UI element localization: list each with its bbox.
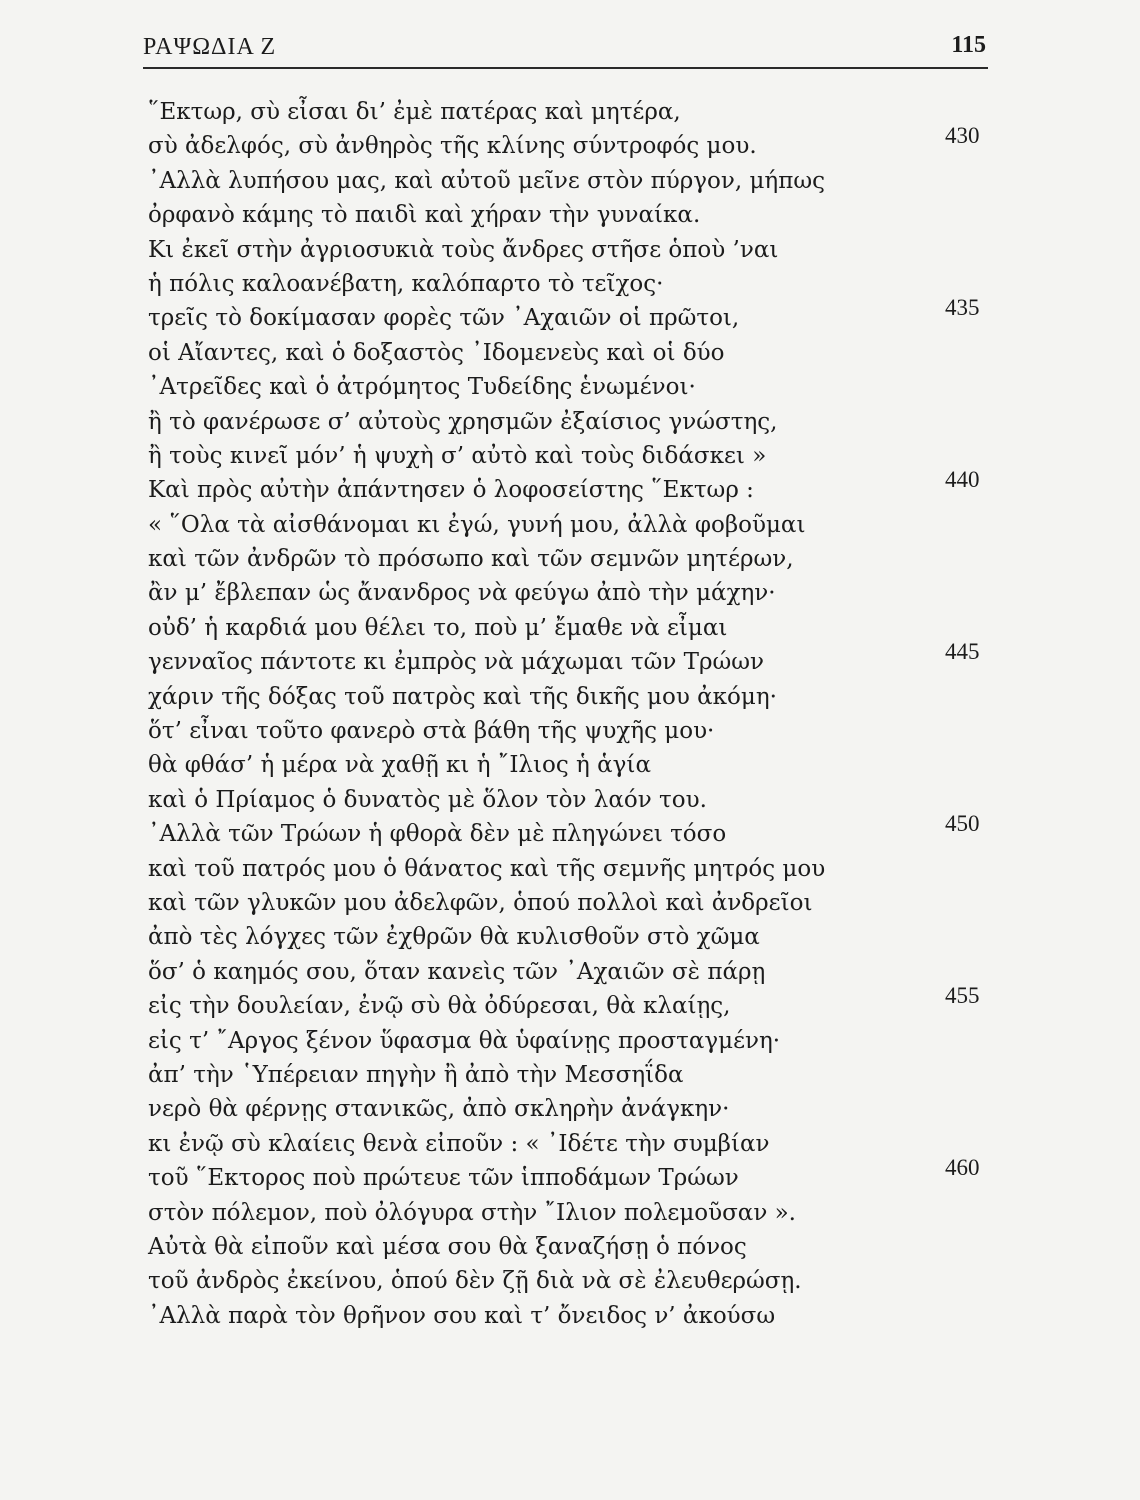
verse-text: οἱ Αἴαντες, καὶ ὁ δοξαστὸς ᾿Ιδομενεὺς καὶ οἱ δύο — [148, 339, 725, 366]
verse-text: τοῦ ῞Εκτορος ποὺ πρώτευε τῶν ἱπποδάμων Τρώων — [148, 1165, 739, 1192]
verse-line-number: 450 — [945, 811, 980, 837]
running-title: ΡΑΨΩΔΙΑ Ζ — [143, 34, 277, 60]
verse-line — [148, 439, 998, 473]
verse-text: σὺ ἀδελφός, σὺ ἀνθηρὸς τῆς κλίνης σύντροφός μου. — [148, 133, 757, 160]
verse-text: ἀπὸ τὲς λόγχες τῶν ἐχθρῶν θὰ κυλισθοῦν στὸ χῶμα — [148, 924, 760, 951]
verse-line-number: 455 — [945, 983, 980, 1009]
verse-line — [148, 508, 998, 542]
verse-line — [148, 1058, 998, 1092]
verse-line — [148, 639, 998, 679]
verse-line — [148, 336, 998, 370]
verse-text: ἂν μ’ ἔβλεπαν ὡς ἄνανδρος νὰ φεύγω ἀπὸ τὴν μάχην· — [148, 580, 776, 607]
verse-line — [148, 811, 998, 851]
verse-line — [148, 1196, 998, 1230]
verse-line — [148, 267, 998, 301]
verse-text: καὶ τῶν γλυκῶν μου ἀδελφῶν, ὁπού πολλοὶ καὶ ἀνδρεῖοι — [148, 889, 813, 916]
verse-line — [148, 920, 998, 954]
verse-text: χάριν τῆς δόξας τοῦ πατρὸς καὶ τῆς δικῆς μου ἀκόμη· — [148, 683, 777, 710]
verse-line — [148, 1230, 998, 1264]
verse-line — [148, 955, 998, 989]
verse-text: ὅσ’ ὁ καημός σου, ὅταν κανεὶς τῶν ᾿Αχαιῶν σὲ πάρῃ — [148, 958, 766, 985]
verse-text: καὶ τῶν ἀνδρῶν τὸ πρόσωπο καὶ τῶν σεμνῶν μητέρων, — [148, 546, 794, 573]
verse-line — [148, 1127, 998, 1161]
verse-text: οὐδ’ ἡ καρδιά μου θέλει το, ποὺ μ’ ἔμαθε νὰ εἶμαι — [148, 614, 728, 641]
verse-text: ᾿Ατρεῖδες καὶ ὁ ἀτρόμητος Τυδείδης ἑνωμένοι· — [148, 374, 696, 401]
verse-line — [148, 680, 998, 714]
verse-text: Καὶ πρὸς αὐτὴν ἀπάντησεν ὁ λοφοσείστης ῞Εκτωρ : — [148, 477, 754, 504]
page-number: 115 — [951, 32, 986, 58]
verse-line — [148, 1264, 998, 1298]
verse-text: καὶ ὁ Πρίαμος ὁ δυνατὸς μὲ ὅλον τὸν λαόν του. — [148, 786, 707, 813]
verse-line — [148, 467, 998, 507]
verse-text: ἢ τοὺς κινεῖ μόν’ ἡ ψυχὴ σ’ αὐτὸ καὶ τοὺς διδάσκει » — [148, 442, 767, 469]
verse-line — [148, 1092, 998, 1126]
verse-text: ὅτ’ εἶναι τοῦτο φανερὸ στὰ βάθη τῆς ψυχῆς μου· — [148, 718, 715, 745]
verse-line — [148, 783, 998, 817]
verse-line-number: 445 — [945, 639, 980, 665]
verse-text: ᾿Αλλὰ τῶν Τρώων ἡ φθορὰ δὲν μὲ πληγώνει τόσο — [148, 821, 727, 848]
verse-text: γενναῖος πάντοτε κι ἐμπρὸς νὰ μάχωμαι τῶν Τρώων — [148, 649, 764, 676]
verse-line — [148, 983, 998, 1023]
verse-text: τοῦ ἀνδρὸς ἐκείνου, ὁπού δὲν ζῇ διὰ νὰ σὲ ἐλευθερώσῃ. — [148, 1268, 802, 1295]
verse-text: στὸν πόλεμον, ποὺ ὀλόγυρα στὴν ῎Ιλιον πολεμοῦσαν ». — [148, 1199, 796, 1226]
verse-line — [148, 1299, 998, 1333]
verse-line-number: 460 — [945, 1155, 980, 1181]
verse-line — [148, 405, 998, 439]
verse-line-number: 435 — [945, 295, 980, 321]
verse-line — [148, 1024, 998, 1058]
verse-text: ᾿Αλλὰ παρὰ τὸν θρῆνον σου καὶ τ’ ὄνειδος ν’ ἀκούσω — [148, 1302, 776, 1329]
verse-text: « ῞Ολα τὰ αἰσθάνομαι κι ἐγώ, γυνή μου, ἀλλὰ φοβοῦμαι — [148, 511, 806, 538]
verse-line — [148, 611, 998, 645]
verse-line — [148, 576, 998, 610]
verse-text: εἰς τ’ ῎Αργος ξένον ὕφασμα θὰ ὑφαίνῃς προσταγμένη· — [148, 1027, 781, 1054]
verse-line — [148, 886, 998, 920]
verse-text: θὰ φθάσ’ ἡ μέρα νὰ χαθῇ κι ἡ ῎Ιλιος ἡ ἁγία — [148, 752, 651, 779]
verse-line — [148, 123, 998, 163]
verse-line — [148, 295, 998, 335]
verse-text: εἰς τὴν δουλείαν, ἐνῷ σὺ θὰ ὀδύρεσαι, θὰ κλαίῃς, — [148, 993, 731, 1020]
verse-text: κι ἐνῷ σὺ κλαίεις θενὰ εἰποῦν : « ᾿Ιδέτε τὴν συμβίαν — [148, 1130, 770, 1157]
verse-line — [148, 164, 998, 198]
verse-line — [148, 95, 998, 129]
verse-line — [148, 542, 998, 576]
verse-line-number: 430 — [945, 123, 980, 149]
verse-text: ὀρφανὸ κάμης τὸ παιδὶ καὶ χήραν τὴν γυναίκα. — [148, 202, 701, 229]
verse-line — [148, 714, 998, 748]
verse-text: καὶ τοῦ πατρός μου ὁ θάνατος καὶ τῆς σεμνῆς μητρός μου — [148, 855, 826, 882]
verse-line — [148, 198, 998, 232]
verse-text: ἢ τὸ φανέρωσε σ’ αὐτοὺς χρησμῶν ἐξαίσιος γνώστης, — [148, 408, 778, 435]
poem-text — [148, 95, 998, 1333]
verse-text: ῞Εκτωρ, σὺ εἶσαι δι’ ἐμὲ πατέρας καὶ μητέρα, — [148, 99, 681, 125]
verse-text: ἀπ’ τὴν ῾Υπέρειαν πηγὴν ἢ ἀπὸ τὴν Μεσσηΐδα — [148, 1061, 684, 1088]
verse-text: Κι ἐκεῖ στὴν ἀγριοσυκιὰ τοὺς ἄνδρες στῆσε ὁποὺ ’ναι — [148, 236, 779, 263]
verse-text: τρεῖς τὸ δοκίμασαν φορὲς τῶν ᾿Αχαιῶν οἱ πρῶτοι, — [148, 305, 740, 332]
header-rule — [143, 67, 988, 69]
verse-line — [148, 1155, 998, 1195]
verse-line — [148, 852, 998, 886]
verse-text: Αὐτὰ θὰ εἰποῦν καὶ μέσα σου θὰ ξαναζήσῃ ὁ πόνος — [148, 1233, 747, 1260]
verse-line-number: 440 — [945, 467, 980, 493]
page-header — [143, 28, 988, 68]
verse-text: ᾿Αλλὰ λυπήσου μας, καὶ αὐτοῦ μεῖνε στὸν πύργον, μήπως — [148, 167, 825, 194]
verse-line — [148, 233, 998, 267]
verse-text: νερὸ θὰ φέρνῃς στανικῶς, ἀπὸ σκληρὴν ἀνάγκην· — [148, 1096, 730, 1123]
verse-line — [148, 370, 998, 404]
verse-text: ἡ πόλις καλοανέβατη, καλόπαρτο τὸ τεῖχος· — [148, 270, 664, 297]
verse-line — [148, 748, 998, 782]
